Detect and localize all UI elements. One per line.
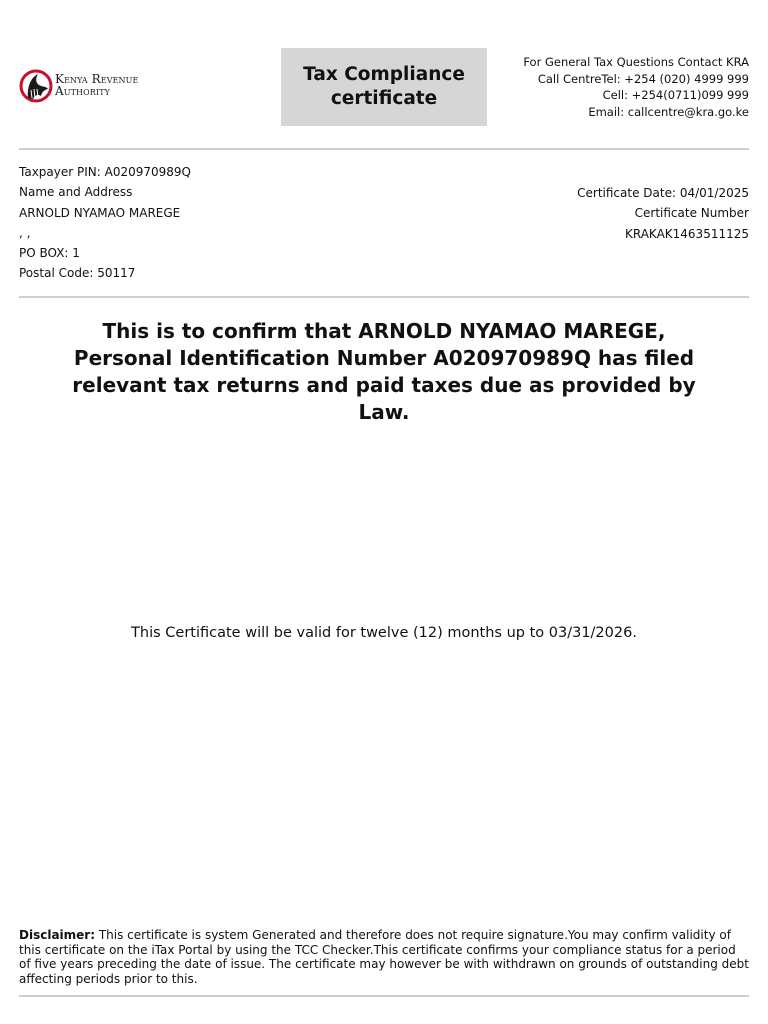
confirmation-statement: This is to confirm that ARNOLD NYAMAO MAREGE, Personal Identification Number A020970989Q has filed relevant tax returns and paid taxes due as provided by Law. — [72, 319, 696, 424]
document-title-box — [281, 48, 487, 126]
kra-logo — [19, 66, 159, 106]
certificate-date: Certificate Date: 04/01/2025 — [577, 186, 749, 200]
logo-line-2: Authority — [55, 84, 110, 98]
logo-line-1: Kenya Revenue — [55, 72, 139, 86]
disclaimer-text: This certificate is system Generated and therefore does not require signature.You may confirm validity of this certificate on the iTax Portal by using the TCC Checker.This certificate confirms your compliance status for a period of five years preceding the date of issue. The certificate may however be with withdrawn on grounds of outstanding debt affecting periods prior to this. — [19, 928, 749, 986]
taxpayer-pin: Taxpayer PIN: A020970989Q — [19, 165, 191, 179]
name-address-label: Name and Address — [19, 185, 133, 200]
taxpayer-postal-code: Postal Code: 50117 — [19, 266, 136, 281]
divider-middle — [19, 296, 749, 298]
contact-phone: Call CentreTel: +254 (020) 4999 999 — [537, 71, 749, 86]
certificate-number: KRAKAK1463511125 — [624, 226, 749, 241]
taxpayer-name: ARNOLD NYAMAO MAREGE — [19, 205, 181, 220]
certificate-number-label: Certificate Number — [634, 206, 749, 221]
document-title: Tax Compliance certificate — [303, 64, 465, 109]
contact-info — [523, 54, 749, 121]
lion-emblem-icon — [19, 68, 53, 104]
disclaimer — [19, 928, 751, 986]
taxpayer-address-line: , , — [19, 225, 31, 240]
certificate-info — [577, 183, 749, 244]
taxpayer-details — [19, 162, 191, 284]
divider-top — [19, 148, 749, 150]
taxpayer-po-box: PO BOX: 1 — [19, 246, 80, 261]
contact-email: Email: callcentre@kra.go.ke — [588, 105, 749, 120]
disclaimer-label: Disclaimer: — [19, 928, 96, 942]
contact-line-1: For General Tax Questions Contact KRA — [523, 55, 749, 69]
divider-bottom — [19, 995, 749, 997]
validity-statement: This Certificate will be valid for twelve (12) months up to 03/31/2026. — [131, 625, 637, 641]
contact-cell: Cell: +254(0711)099 999 — [602, 88, 749, 103]
